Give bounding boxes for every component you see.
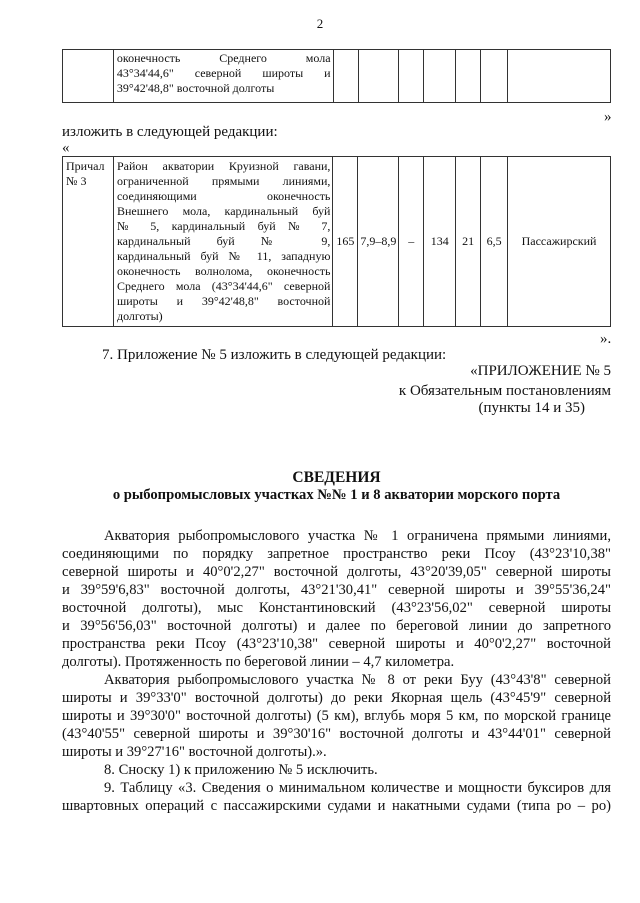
quote-open: «	[62, 140, 70, 156]
page-number: 2	[316, 16, 324, 31]
cell-empty	[399, 50, 424, 103]
cell-empty	[333, 50, 358, 103]
cell-length: 165	[333, 157, 358, 327]
text-line: ограниченной прямыми линиями,	[116, 174, 331, 188]
text-line: и 39°59'6,83" восточной долготы, 43°21'30,41" северной широты и 39°55'36,24"	[62, 582, 611, 598]
cell-purpose: Пассажирский	[508, 157, 611, 327]
text-line: кардинальный буй № 11, западную	[116, 249, 331, 263]
cell-empty	[481, 50, 508, 103]
text-line: № 3	[66, 174, 87, 188]
cell-empty	[63, 50, 114, 103]
text-line: № 5, кардинальный буй № 7,	[116, 219, 331, 233]
text-line: кардинальный буй № 9,	[116, 234, 331, 248]
item-8: 8. Сноску 1) к приложению № 5 исключить.	[104, 762, 378, 778]
item-7: 7. Приложение № 5 изложить в следующей редакции:	[102, 347, 447, 363]
text-line: Район акватории Круизной гавани,	[116, 159, 331, 173]
cell-empty	[358, 50, 399, 103]
text-line: (43°40'55" северной широты и 39°30'16" восточной долготы и 43°44'01" северной	[62, 726, 611, 742]
text-line: Акватория рыбопромыслового участка № 8 от реки Буу (43°43'8" северной	[104, 672, 611, 688]
cell-empty	[508, 50, 611, 103]
paragraph-area-1	[62, 527, 611, 671]
cell-draft: 6,5	[481, 157, 508, 327]
text-line: широты и 39°33'0" восточной долготы) до реки Якорная щель (43°45'9" северной	[62, 690, 611, 706]
appendix-title: «ПРИЛОЖЕНИЕ № 5	[470, 363, 611, 379]
heading-title: СВЕДЕНИЯ	[292, 469, 381, 486]
text-line: оконечность волнолома, оконечность	[116, 264, 331, 278]
text-line: соединяющими оконечность	[116, 189, 331, 203]
text-line: соединяющими по порядку запретное пространство реки Псоу (43°23'10,38"	[62, 546, 611, 562]
item-9: 9. Таблицу «3. Сведения о минимальном количестве и мощности буксиров для	[104, 780, 611, 796]
text-line: широты и 39°27'16" восточной долготы).».	[62, 744, 327, 760]
quote-close: »	[604, 109, 612, 125]
cell-empty	[456, 50, 481, 103]
cell-empty	[424, 50, 456, 103]
text-line: швартовных операций с пассажирскими судами и накатными судами (типа ро – ро)	[62, 798, 611, 814]
text-line: восточной долготы), мыс Константиновский (43°23'56,02" северной широты	[62, 600, 611, 616]
text-line: 39°42'48,8" восточной долготы	[116, 81, 275, 95]
text-line: 43°34'44,6" северной широты и	[116, 66, 331, 80]
text-line: пространства реки Псоу (43°23'10,38" северной широты и 40°0'2,27" восточной	[62, 636, 611, 652]
cell-area-description	[113, 157, 332, 327]
text-line: Внешнего мола, кардинальный буй	[116, 204, 331, 218]
quote-close-2: ».	[600, 331, 612, 347]
redaction-text: изложить в следующей редакции:	[62, 124, 278, 140]
text-line: долготы)	[116, 309, 163, 323]
text-line: долготы). Протяженность по береговой линии – 4,7 километра.	[62, 654, 455, 670]
text-line: северной широты и 40°0'2,27" восточной долготы, 43°20'39,05" северной широты	[62, 564, 611, 580]
cell-vessel-length: 134	[424, 157, 456, 327]
table-previous-fragment	[62, 49, 611, 103]
text-line: Среднего мола (43°34'44,6" северной	[116, 279, 331, 293]
heading-subtitle: о рыбопромысловых участках №№ 1 и 8 акватории морского порта	[112, 487, 561, 503]
paragraph-area-8	[62, 671, 611, 815]
cell-dash: –	[399, 157, 424, 327]
text-line: широты и 39°42'48,8" восточной	[116, 294, 331, 308]
text-line: Акватория рыбопромыслового участка № 1 ограничена прямыми линиями,	[104, 528, 611, 544]
table-berth-3	[62, 156, 611, 327]
cell-depth: 7,9–8,9	[358, 157, 399, 327]
cell-berth-name	[63, 157, 114, 327]
cell-vessel-width: 21	[456, 157, 481, 327]
text-line: Причал	[66, 159, 105, 173]
appendix-points: (пункты 14 и 35)	[478, 400, 585, 416]
appendix-subtitle: к Обязательным постановлениям	[398, 383, 611, 399]
text-line: широты и 39°30'0" восточной долготы) (5 км), вглубь моря 5 км, по морской границе	[62, 708, 611, 724]
text-line: и 39°56'56,03" восточной долготы) и далее по береговой линии до запретного	[62, 618, 611, 634]
text-line: оконечность Среднего мола	[116, 51, 331, 65]
cell-description	[113, 50, 333, 103]
